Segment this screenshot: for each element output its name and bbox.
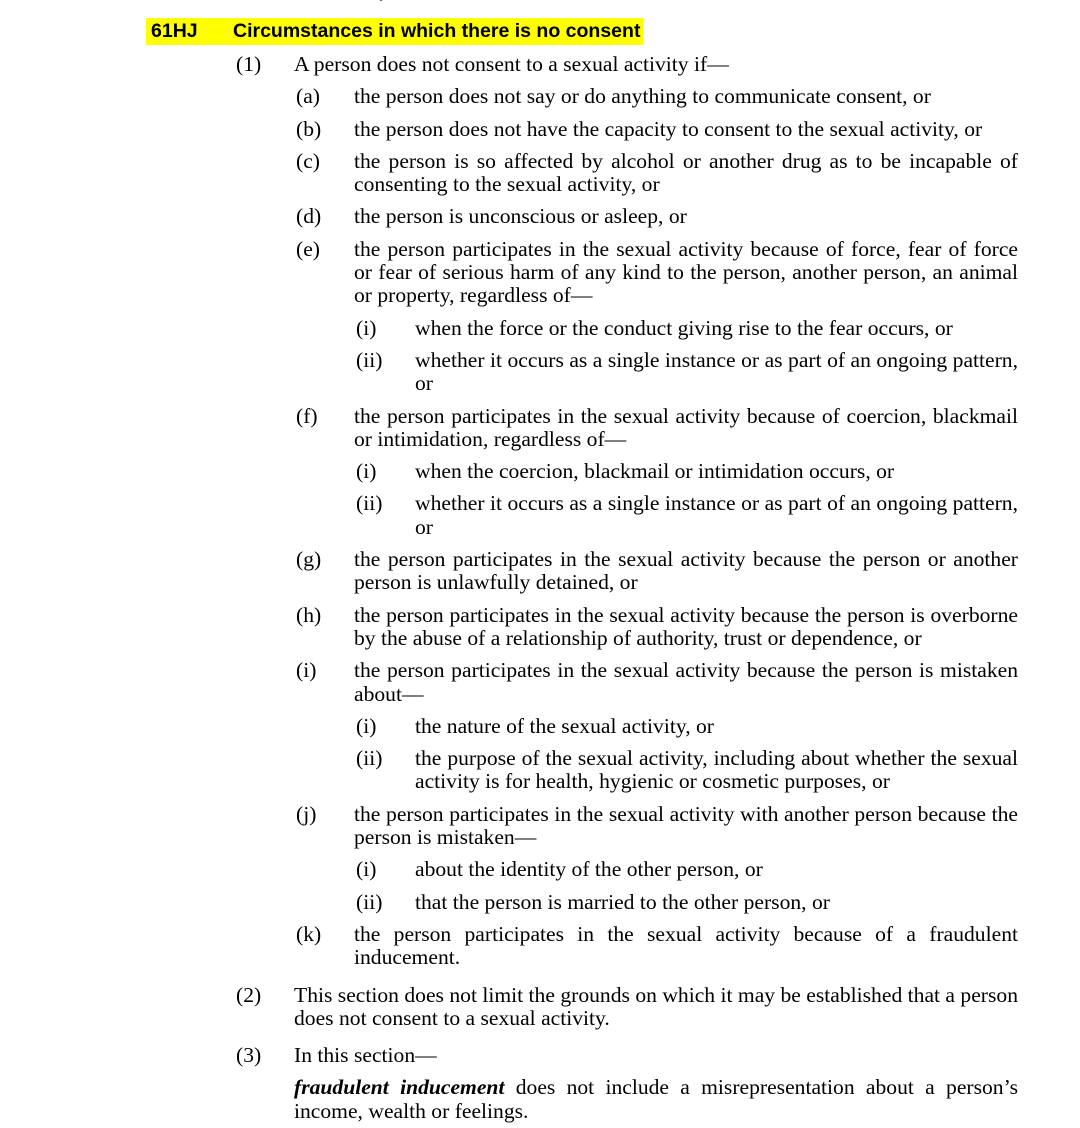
defined-term: fraudulent inducement bbox=[294, 1075, 505, 1100]
subsection-1 bbox=[0, 53, 1080, 76]
subparagraph-number: (ii) bbox=[356, 889, 383, 914]
paragraph-number: (h) bbox=[296, 602, 322, 627]
section-heading bbox=[146, 18, 643, 45]
subparagraph-text: whether it occurs as a single instance or as part of an ongoing pattern, or bbox=[415, 491, 1018, 539]
subparagraph-text: that the person is married to the other person, or bbox=[415, 889, 830, 914]
paragraph-number: (d) bbox=[296, 204, 322, 229]
paragraph-d bbox=[0, 205, 1080, 228]
subparagraph-number: (ii) bbox=[356, 746, 383, 771]
paragraph-text: the person participates in the sexual activity because the person is overborne by the abuse of a relationship of authority, trust or dependence, or bbox=[354, 602, 1018, 650]
paragraph-number: (k) bbox=[296, 921, 322, 946]
subsection-text: In this section— bbox=[294, 1043, 437, 1068]
subparagraph-number: (i) bbox=[356, 315, 377, 340]
subparagraph-text: whether it occurs as a single instance or as part of an ongoing pattern, or bbox=[415, 347, 1018, 396]
subparagraph-text: when the force or the conduct giving rise to the fear occurs, or bbox=[415, 315, 953, 340]
paragraph-number: (e) bbox=[296, 236, 320, 261]
paragraph-number: (i) bbox=[296, 658, 317, 683]
subparagraph-number: (ii) bbox=[356, 347, 383, 372]
paragraph-a bbox=[0, 85, 1080, 108]
paragraph-number: (f) bbox=[296, 403, 318, 428]
section-number: 61HJ bbox=[151, 20, 198, 42]
subparagraph-f-ii bbox=[0, 492, 1080, 539]
paragraph-number: (j) bbox=[296, 801, 317, 826]
subparagraph-number: (i) bbox=[356, 713, 377, 738]
paragraph-text: the person participates in the sexual activity because the person or another person is unlawfully detained, or bbox=[354, 547, 1018, 595]
subparagraph-f-i bbox=[0, 460, 1080, 483]
subparagraph-text: when the coercion, blackmail or intimidation occurs, or bbox=[415, 459, 895, 484]
subsection-number: (2) bbox=[236, 982, 262, 1007]
paragraph-text: the person participates in the sexual activity because the person is mistaken about— bbox=[354, 658, 1018, 706]
paragraph-e bbox=[0, 238, 1080, 308]
definition bbox=[0, 1076, 1080, 1123]
paragraph-g bbox=[0, 548, 1080, 595]
paragraph-text: the person participates in the sexual activity because of coercion, blackmail or intimidation, regardless of— bbox=[354, 403, 1018, 451]
subparagraph-e-ii bbox=[0, 349, 1080, 396]
subparagraph-number: (i) bbox=[356, 459, 377, 484]
subparagraph-j-i bbox=[0, 858, 1080, 881]
paragraph-text: the person does not have the capacity to consent to the sexual activity, or bbox=[354, 116, 983, 141]
section-title: Circumstances in which there is no consent bbox=[233, 20, 641, 42]
paragraph-text: the person does not say or do anything to communicate consent, or bbox=[354, 84, 931, 109]
subsection-2 bbox=[0, 984, 1080, 1031]
subparagraph-i-ii bbox=[0, 747, 1080, 794]
paragraph-text: the person is so affected by alcohol or another drug as to be incapable of consenting to the sexual activity, or bbox=[354, 148, 1018, 197]
paragraph-b bbox=[0, 118, 1080, 141]
paragraph-number: (c) bbox=[296, 148, 320, 173]
paragraph-i bbox=[0, 659, 1080, 706]
paragraph-number: (g) bbox=[296, 547, 322, 572]
paragraph-text: the person participates in the sexual activity with another person because the person is mistaken— bbox=[354, 801, 1018, 850]
subparagraph-e-i bbox=[0, 317, 1080, 340]
subsection-number: (3) bbox=[236, 1043, 262, 1068]
subparagraph-i-i bbox=[0, 715, 1080, 738]
subparagraph-text: the purpose of the sexual activity, including about whether the sexual activity is for health, hygienic or cosmetic purposes, or bbox=[415, 746, 1018, 794]
paragraph-text: the person participates in the sexual activity because of force, fear of force or fear of serious harm of any kind to the person, another person, an animal or property, regardless of— bbox=[354, 236, 1018, 308]
subparagraph-number: (i) bbox=[356, 857, 377, 882]
section-body bbox=[0, 53, 1080, 1123]
subsection-number: (1) bbox=[236, 52, 262, 76]
paragraph-number: (a) bbox=[296, 84, 320, 109]
paragraph-text: the person is unconscious or asleep, or bbox=[354, 204, 687, 229]
subparagraph-text: the nature of the sexual activity, or bbox=[415, 713, 715, 738]
paragraph-k bbox=[0, 923, 1080, 970]
subparagraph-j-ii bbox=[0, 891, 1080, 914]
subparagraph-number: (ii) bbox=[356, 491, 383, 516]
paragraph-c bbox=[0, 150, 1080, 197]
subsection-text: This section does not limit the grounds on which it may be established that a person does not consent to a sexual activity. bbox=[294, 982, 1018, 1030]
paragraph-text: the person participates in the sexual activity because of a fraudulent inducement. bbox=[354, 921, 1018, 970]
subsection-3 bbox=[0, 1044, 1080, 1067]
paragraph-j bbox=[0, 803, 1080, 850]
paragraph-h bbox=[0, 604, 1080, 651]
paragraph-number: (b) bbox=[296, 116, 322, 141]
subparagraph-text: about the identity of the other person, or bbox=[415, 857, 763, 882]
definition-text bbox=[294, 1076, 1018, 1123]
paragraph-f bbox=[0, 405, 1080, 452]
definition-body: does not include a misrepresentation about a person’s income, wealth or feelings. bbox=[294, 1075, 1018, 1123]
cropped-text-fragment bbox=[376, 0, 386, 2]
subsection-text: A person does not consent to a sexual activity if— bbox=[294, 52, 729, 76]
